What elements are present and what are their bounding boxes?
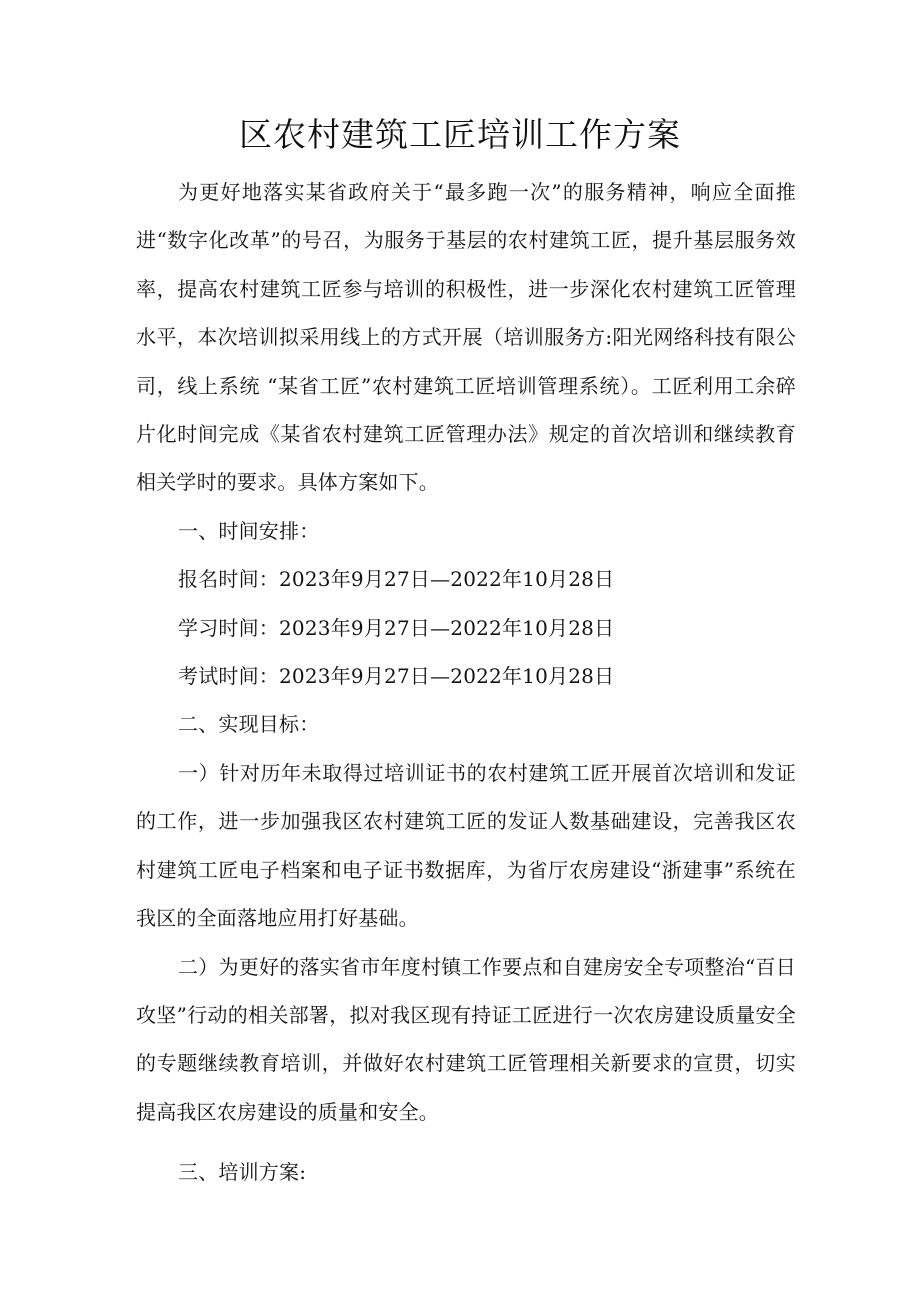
section-2-heading: 二、实现目标： [178,712,320,737]
registration-time: 报名时间：2023年9月27日—2022年10月28日 [178,567,615,592]
study-time: 学习时间：2023年9月27日—2022年10月28日 [178,615,615,640]
section-1-heading: 一、时间安排： [178,518,320,543]
document-body [136,168,796,1197]
section-3-heading: 三、培训方案: [178,1160,307,1185]
intro-paragraph: 为更好地落实某省政府关于“最多跑一次”的服务精神，响应全面推进“数字化改革”的号召，为服务于基层的农村建筑工匠，提升基层服务效率，提高农村建筑工匠参与培训的积极性，进一步深化农村建筑工匠管理水平，本次培训拟采用线上的方式开展（培训服务方:阳光网络科技有限公司，线上系统 “某省工匠”农村建筑工匠培训管理系统）。工匠利用工余碎片化时间完成《某省农村建筑工匠管理办法》规定的首次培训和继续教育相关学时的要求。具体方案如下。 [136,180,796,495]
document-title: 区农村建筑工匠培训工作方案 [239,115,681,154]
exam-time: 考试时间：2023年9月27日—2022年10月28日 [178,664,615,689]
goal-1-paragraph: 一）针对历年未取得过培训证书的农村建筑工匠开展首次培训和发证的工作，进一步加强我区农村建筑工匠的发证人数基础建设，完善我区农村建筑工匠电子档案和电子证书数据库，为省厅农房建设“浙建事”系统在我区的全面落地应用打好基础。 [136,760,796,931]
goal-2-paragraph: 二）为更好的落实省市年度村镇工作要点和自建房安全专项整治“百日攻坚”行动的相关部署，拟对我区现有持证工匠进行一次农房建设质量安全的专题继续教育培训，并做好农村建筑工匠管理相关新要求的宣贯，切实提高我区农房建设的质量和安全。 [136,954,796,1124]
